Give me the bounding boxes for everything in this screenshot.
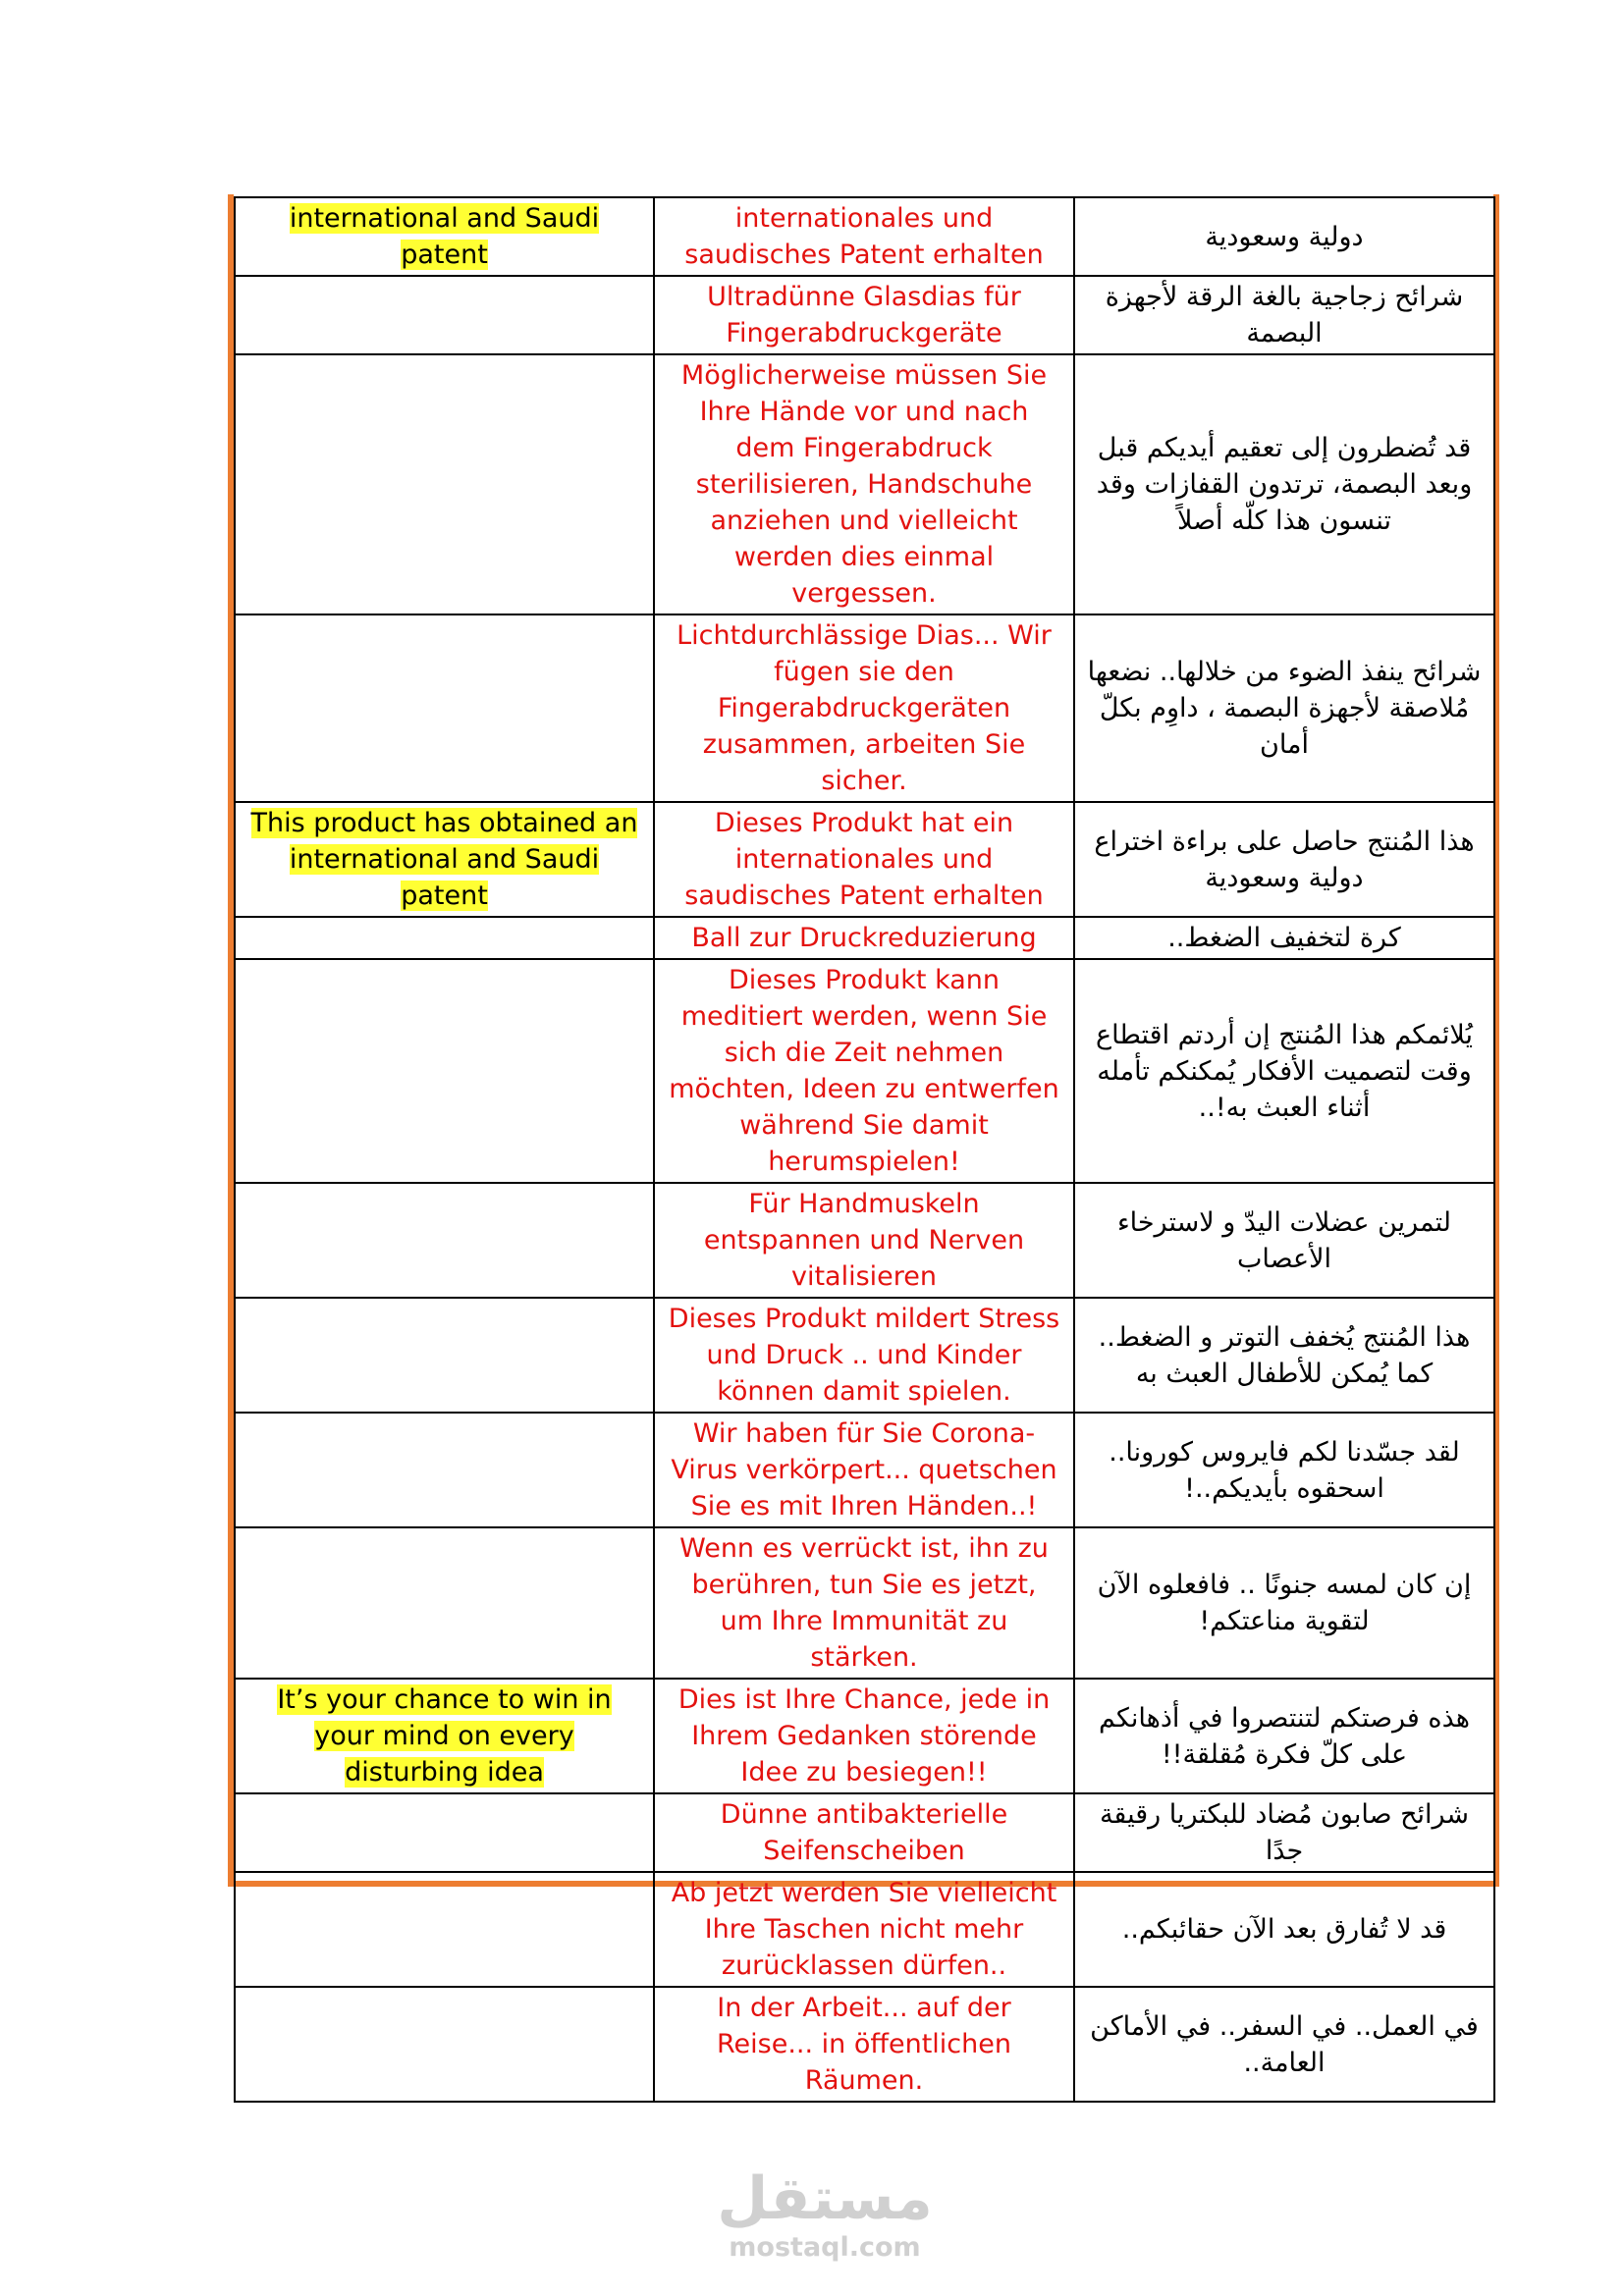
arabic-cell: لتمرين عضلات اليدّ و لاسترخاء الأعصاب (1074, 1183, 1494, 1298)
german-cell: Ultradünne Glasdias für Fingerabdruckgeräte (654, 276, 1074, 354)
arabic-cell: كرة لتخفيف الضغط.. (1074, 917, 1494, 959)
table-row (235, 1183, 1494, 1298)
arabic-cell: هذا المُنتج حاصل على براءة اختراع دولية وسعودية (1074, 802, 1494, 917)
table-row (235, 1298, 1494, 1413)
english-cell (235, 917, 654, 959)
table-row (235, 614, 1494, 802)
german-cell: Wenn es verrückt ist, ihn zu berühren, tun Sie es jetzt, um Ihre Immunität zu stärken. (654, 1527, 1074, 1679)
english-cell (235, 1679, 654, 1793)
german-cell: Dünne antibakterielle Seifenscheiben (654, 1793, 1074, 1872)
english-cell (235, 614, 654, 802)
english-cell (235, 1793, 654, 1872)
arabic-cell: في العمل.. في السفر.. في الأماكن العامة.. (1074, 1987, 1494, 2102)
german-cell: internationales und saudisches Patent erhalten (654, 197, 1074, 276)
arabic-cell: يُلائمكم هذا المُنتج إن أردتم اقتطاع وقت لتصميت الأفكار يُمكنكم تأمله أثناء العبث به!.. (1074, 959, 1494, 1183)
table-row (235, 917, 1494, 959)
german-cell: Für Handmuskeln entspannen und Nerven vitalisieren (654, 1183, 1074, 1298)
arabic-cell: دولية وسعودية (1074, 197, 1494, 276)
german-cell: Möglicherweise müssen Sie Ihre Hände vor und nach dem Fingerabdruck sterilisieren, Handschuhe anziehen und vielleicht werden dies einmal vergessen. (654, 354, 1074, 614)
german-cell: Ab jetzt werden Sie vielleicht Ihre Taschen nicht mehr zurücklassen dürfen.. (654, 1872, 1074, 1987)
english-cell (235, 959, 654, 1183)
table-row (235, 197, 1494, 276)
arabic-cell: إن كان لمسه جنونًا .. فافعلوه الآن لتقوية مناعتكم! (1074, 1527, 1494, 1679)
table-row (235, 802, 1494, 917)
watermark-latin: mostaql.com (729, 2232, 921, 2263)
table-row (235, 1793, 1494, 1872)
table-row (235, 959, 1494, 1183)
english-cell (235, 1298, 654, 1413)
arabic-cell: هذا المُنتج يُخفف التوتر و الضغط.. كما يُمكن للأطفال العبث به (1074, 1298, 1494, 1413)
arabic-cell: قد لا تُفارق بعد الآن حقائبكم.. (1074, 1872, 1494, 1987)
table-row (235, 1679, 1494, 1793)
german-cell: Dieses Produkt hat ein internationales und saudisches Patent erhalten (654, 802, 1074, 917)
arabic-cell: قد تُضطرون إلى تعقيم أيديكم قبل وبعد البصمة، ترتدون القفازات وقد تنسون هذا كلّه أصلاً (1074, 354, 1494, 614)
english-cell (235, 1183, 654, 1298)
table-row (235, 354, 1494, 614)
arabic-cell: شرائح ينفذ الضوء من خلالها.. نضعها مُلاصقة لأجهزة البصمة ، داوِم بكلّ أمان (1074, 614, 1494, 802)
german-cell: Dieses Produkt kann meditiert werden, wenn Sie sich die Zeit nehmen möchten, Ideen zu entwerfen während Sie damit herumspielen! (654, 959, 1074, 1183)
table-row (235, 276, 1494, 354)
german-cell: Dieses Produkt mildert Stress und Druck .. und Kinder können damit spielen. (654, 1298, 1074, 1413)
table-row (235, 1527, 1494, 1679)
english-highlight-text: It’s your chance to win in your mind on every disturbing idea (277, 1684, 612, 1788)
english-cell (235, 354, 654, 614)
translation-table (234, 196, 1495, 2103)
watermark-arabic: مستقل (717, 2164, 933, 2233)
german-cell: Lichtdurchlässige Dias... Wir fügen sie den Fingerabdruckgeräten zusammen, arbeiten Sie sicher. (654, 614, 1074, 802)
german-cell: Dies ist Ihre Chance, jede in Ihrem Gedanken störende Idee zu besiegen!! (654, 1679, 1074, 1793)
english-cell (235, 1872, 654, 1987)
mostaql-watermark (707, 2164, 943, 2263)
arabic-cell: هذه فرصتكم لتنتصروا في أذهانكم على كلّ فكرة مُقلقة!! (1074, 1679, 1494, 1793)
arabic-cell: شرائح صابون مُضاد للبكتريا رقيقة جدًا (1074, 1793, 1494, 1872)
english-cell (235, 1987, 654, 2102)
english-cell (235, 802, 654, 917)
table-row (235, 1413, 1494, 1527)
arabic-cell: لقد جسّدنا لكم فايروس كورونا.. اسحقوه بأيديكم..! (1074, 1413, 1494, 1527)
arabic-cell: شرائح زجاجية بالغة الرقة لأجهزة البصمة (1074, 276, 1494, 354)
german-cell: Wir haben für Sie Corona-Virus verkörpert... quetschen Sie es mit Ihren Händen..! (654, 1413, 1074, 1527)
english-highlight-text: international and Saudi patent (289, 203, 600, 270)
table-row (235, 1872, 1494, 1987)
english-cell (235, 1413, 654, 1527)
english-highlight-text: This product has obtained an international and Saudi patent (250, 808, 638, 911)
english-cell (235, 1527, 654, 1679)
english-cell (235, 276, 654, 354)
german-cell: Ball zur Druckreduzierung (654, 917, 1074, 959)
table-row (235, 1987, 1494, 2102)
english-cell (235, 197, 654, 276)
german-cell: In der Arbeit... auf der Reise... in öffentlichen Räumen. (654, 1987, 1074, 2102)
